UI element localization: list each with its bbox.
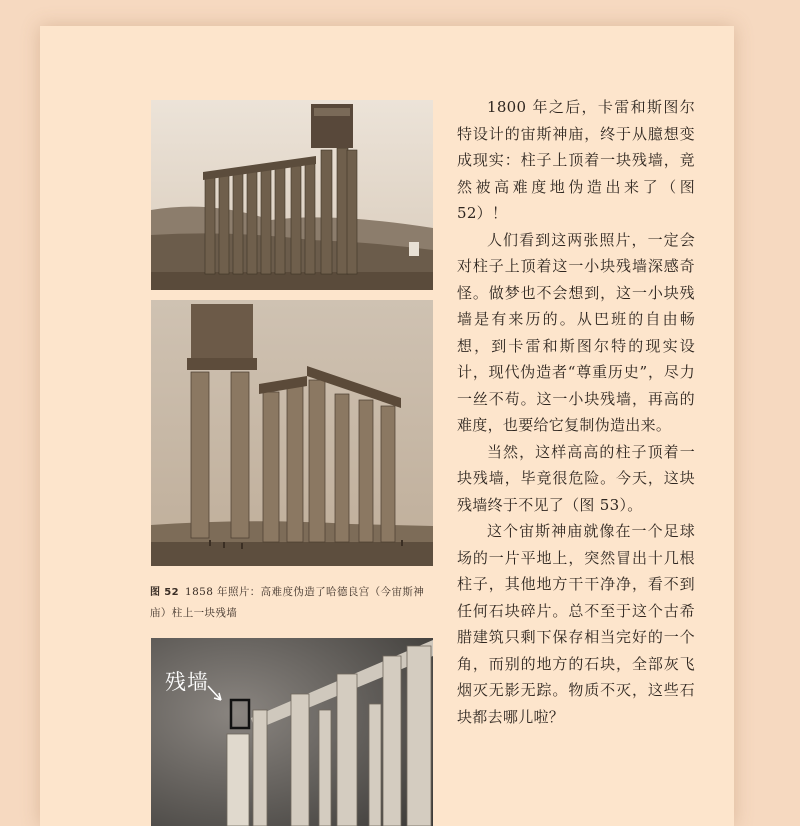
figure-52-caption-text: 1858 年照片：高难度伪造了哈德良宫（今宙斯神庙）柱上一块残墙 (150, 586, 425, 619)
paragraph: 这个宙斯神庙就像在一个足球场的一片平地上，突然冒出十几根柱子，其他地方干干净净，看不到任何石块碎片。总不至于这个古希腊建筑只剩下保存相当完好的一个角，而别的地方的石块，全部灰飞烟灭无影无踪。物质不灭，这些石块都去哪儿啦？ (457, 522, 695, 726)
book-page (40, 26, 734, 826)
paragraph: 当然，这样高高的柱子顶着一块残墙，毕竟很危险。今天，这块残墙终于不见了（图 53）。 (457, 442, 695, 514)
figure-52-label: 图 52 (150, 587, 179, 598)
paragraph: 1800 年之后，卡雷和斯图尔特设计的宙斯神庙，终于从臆想变成现实：柱子上顶着一块残墙，竟然被高难度地伪造出来了（图 52）！ (457, 98, 695, 222)
figure-52-caption (150, 582, 440, 623)
paragraph: 人们看到这两张照片，一定会对柱子上顶着这一小块残墙深感奇怪。做梦也不会想到，这一小块残墙是有来历的。从巴班的自由畅想，到卡雷和斯图尔特的现实设计，现代伪造者“尊重历史”，尽力一丝不苟。这一小块残墙，再高的难度，也要给它复制伪造出来。 (457, 230, 695, 434)
photo-temple-distant (151, 100, 433, 290)
photo-temple-close (151, 300, 433, 566)
body-text (457, 94, 695, 730)
residual-wall-label: 残墙 (165, 670, 209, 694)
